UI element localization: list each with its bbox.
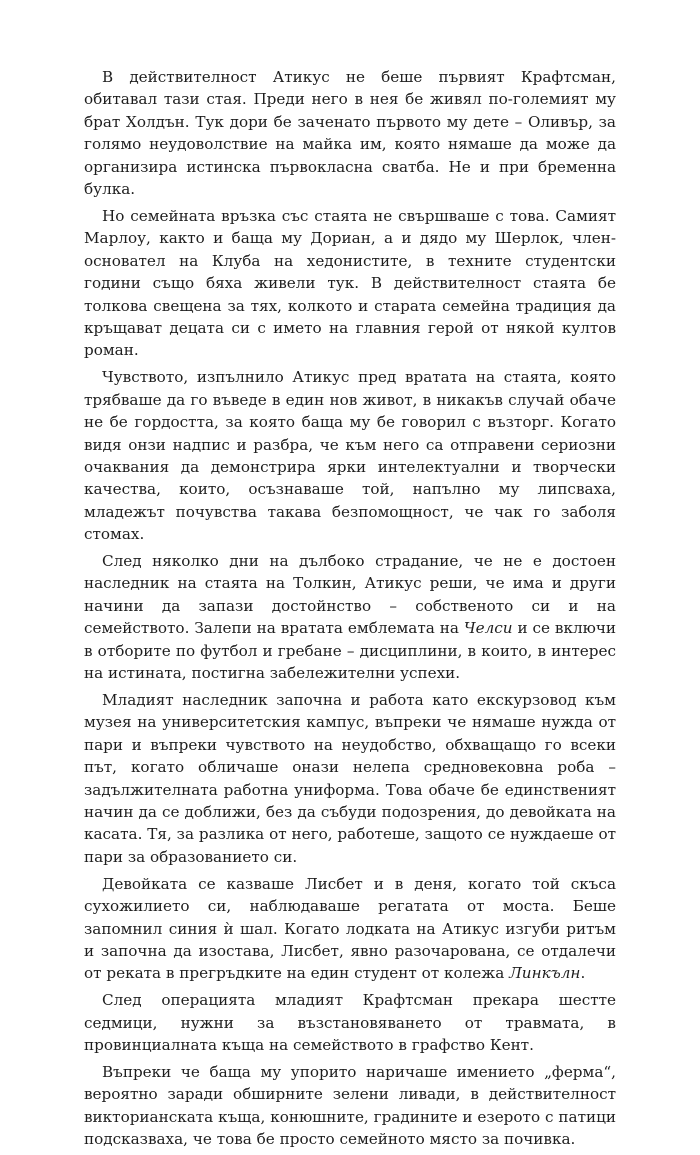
body-text [84, 66, 616, 1155]
paragraph-1 [84, 66, 616, 200]
paragraph-2 [84, 205, 616, 362]
paragraph-4-italic-chelsea: Челси [463, 619, 513, 638]
paragraph-7 [84, 989, 616, 1056]
paragraph-5-text: Младият наследник започна и работа като екскурзовод към музея на университетския кампус, въпреки че нямаше нужда от пари и въпреки чувството на неудобство, обхващащо го всеки път, когато обличаше онази нелепа средновековна роба – задължителната работна униформа. Това обаче бе единственият начин да се доближи, без да събуди подозрения, до девойката на касата. Тя, за разлика от него, работеше, защото се нуждаеше от пари за образованието си. [84, 690, 616, 866]
paragraph-2-text: Но семейната връзка със стаята не свършваше с това. Самият Марлоу, както и баща му Дориан, а и дядо му Шерлок, член-основател на Клуба на хедонистите, в техните студентски години също бяха живели тук. В действителност стаята бе толкова свещена за тях, колкото и старата семейна традиция да кръщават децата си с името на главния герой от някой култов роман. [84, 206, 616, 360]
paragraph-8 [84, 1061, 616, 1151]
paragraph-4-text-b: и се включи в отборите по футбол и гребане – дисциплини, в които, в интерес на истината, постигна забележителни успехи. [84, 619, 616, 683]
paragraph-6-text-b: . [580, 964, 586, 983]
paragraph-3 [84, 366, 616, 545]
paragraph-7-text: След операцията младият Крафтсман прекара шестте седмици, нужни за възстановяването от травмата, в провинциалната къща на семейството в графство Кент. [84, 991, 616, 1055]
paragraph-6-text-a: Девойката се казваше Лисбет и в деня, когато той скъса сухожилието си, наблюдаваше регатата от моста. Беше запомнил синия ѝ шал. Когато лодката на Атикус изгуби ритъм и започна да изостава, Лисбет, явно разочарована, се отдалечи от реката в прегръдките на един студент от колежа [84, 874, 616, 983]
paragraph-6-italic-lincoln: Линкълн [509, 964, 581, 983]
paragraph-1-text: В действителност Атикус не беше първият Крафтсман, обитавал тази стая. Преди него в нея бе живял по-големият му брат Холдън. Тук дори бе заченато първото му дете – Оливър, за голямо неудоволствие на майка им, която нямаше да може да организира истинска първокласна сватба. Не и при бременна булка. [84, 68, 616, 199]
paragraph-5 [84, 689, 616, 868]
paragraph-6 [84, 873, 616, 985]
paragraph-8-text: Въпреки че баща му упорито наричаше имението „ферма“, вероятно заради обширните зелени ливади, в действителност викторианската къща, конюшните, градините и езерото с патици подсказваха, че това бе просто семейното място за почивка. [84, 1062, 616, 1149]
paragraph-3-text: Чувството, изпълнило Атикус пред вратата на стаята, която трябваше да го въведе в един нов живот, в никакъв случай обаче не бе гордостта, за която баща му бе говорил с възторг. Когато видя онзи надпис и разбра, че към него са отправени сериозни очаквания да демонстрира ярки интелектуални и творчески качества, които, осъзнаваше той, напълно му липсваха, младежът почувства такава безпомощност, че чак го заболя стомах. [84, 368, 616, 544]
paragraph-4-text-a: След няколко дни на дълбоко страдание, че не е достоен наследник на стаята на Толкин, Атикус реши, че има и други начини да запази достойнство – собственото си и на семейството. Залепи на вратата емблемата на [84, 552, 616, 638]
paragraph-4 [84, 550, 616, 684]
